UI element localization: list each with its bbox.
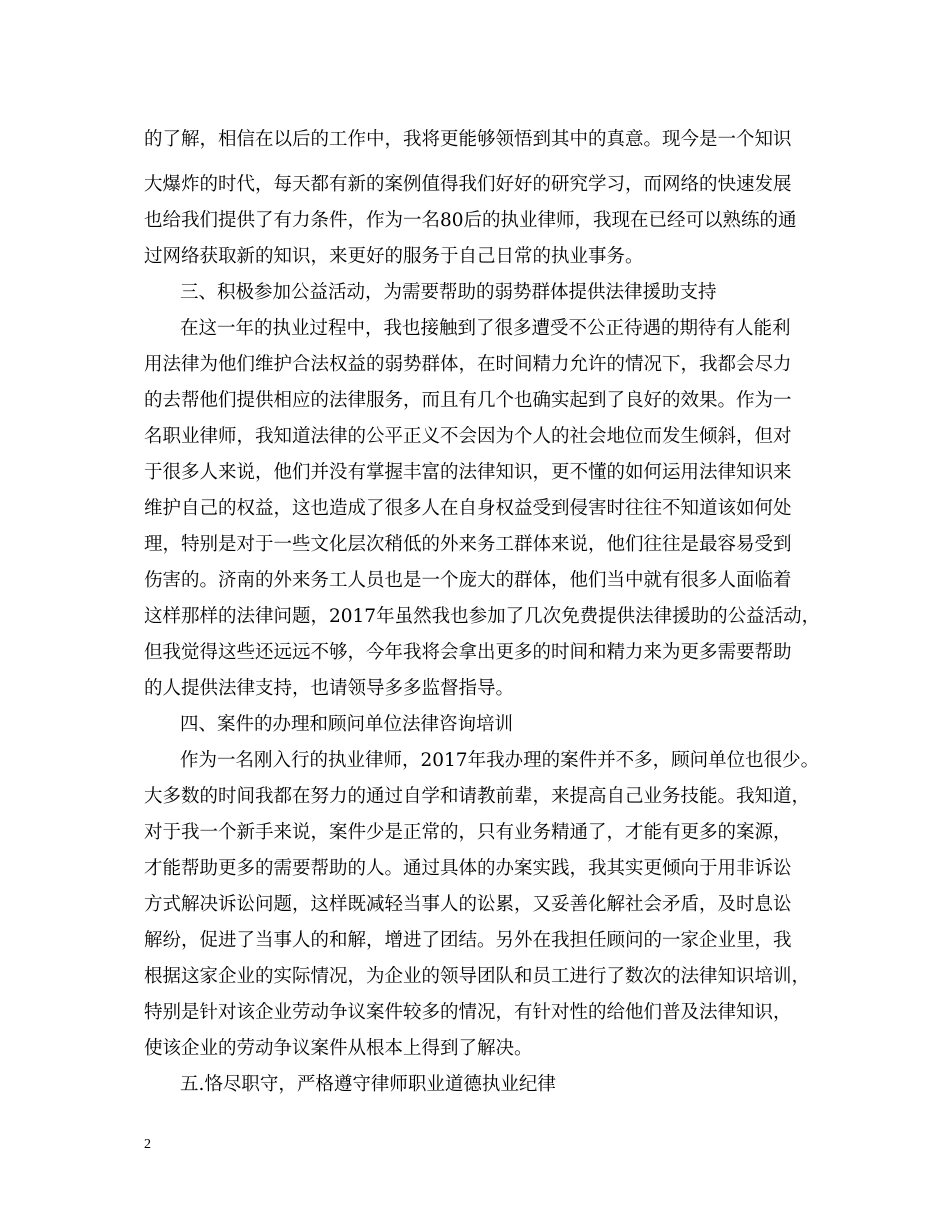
body-text-line: 解纷，促进了当事人的和解，增进了团结。另外在我担任顾问的一家企业里，我 (144, 930, 792, 951)
body-text-line: 特别是针对该企业劳动争议案件较多的情况，有针对性的给他们普及法律知识， (144, 1002, 792, 1023)
body-text-line: 但我觉得这些还远远不够，今年我将会拿出更多的时间和精力来为更多需要帮助 (144, 642, 792, 663)
body-text-line: 这样那样的法律问题，2017年虽然我也参加了几次免费提供法律援助的公益活动， (144, 606, 821, 627)
body-text-line: 大多数的时间我都在努力的通过自学和请教前辈，来提高自己业务技能。我知道， (144, 786, 811, 807)
body-text-line: 于很多人来说，他们并没有掌握丰富的法律知识，更不懂的如何运用法律知识来 (144, 462, 792, 483)
body-text-line: 的去帮他们提供相应的法律服务，而且有几个也确实起到了良好的效果。作为一 (144, 390, 792, 411)
body-text-line: 对于我一个新手来说，案件少是正常的，只有业务精通了，才能有更多的案源， (144, 822, 792, 843)
body-text-line: 理，特别是对于一些文化层次稍低的外来务工群体来说，他们往往是最容易受到 (144, 534, 792, 555)
body-text-line: 也给我们提供了有力条件，作为一名80后的执业律师，我现在已经可以熟练的通 (144, 210, 797, 231)
body-text-line: 过网络获取新的知识，来更好的服务于自己日常的执业事务。 (144, 246, 644, 267)
body-text-line: 作为一名刚入行的执业律师，2017年我办理的案件并不多，顾问单位也很少。 (180, 750, 820, 771)
body-text-line: 的人提供法律支持，也请领导多多监督指导。 (144, 678, 515, 699)
section-heading-5: 五.恪尽职守，严格遵守律师职业道德执业纪律 (180, 1074, 556, 1095)
section-heading-4: 四、案件的办理和顾问单位法律咨询培训 (180, 714, 514, 735)
body-text-line: 用法律为他们维护合法权益的弱势群体，在时间精力允许的情况下，我都会尽力 (144, 354, 792, 375)
body-text-line: 的了解，相信在以后的工作中，我将更能够领悟到其中的真意。现今是一个知识 (144, 129, 792, 150)
body-text-line: 大爆炸的时代，每天都有新的案例值得我们好好的研究学习，而网络的快速发展 (144, 174, 792, 195)
body-text-line: 伤害的。济南的外来务工人员也是一个庞大的群体，他们当中就有很多人面临着 (144, 570, 792, 591)
body-text-line: 才能帮助更多的需要帮助的人。通过具体的办案实践，我其实更倾向于用非诉讼 (144, 858, 792, 879)
body-text-line: 在这一年的执业过程中，我也接触到了很多遭受不公正待遇的期待有人能利 (180, 318, 791, 339)
body-text-line: 名职业律师，我知道法律的公平正义不会因为个人的社会地位而发生倾斜，但对 (144, 426, 792, 447)
body-text-line: 使该企业的劳动争议案件从根本上得到了解决。 (144, 1038, 533, 1059)
section-heading-3: 三、积极参加公益活动，为需要帮助的弱势群体提供法律援助支持 (180, 282, 717, 303)
body-text-line: 根据这家企业的实际情况，为企业的领导团队和员工进行了数次的法律知识培训， (144, 966, 811, 987)
body-text-line: 维护自己的权益，这也造成了很多人在自身权益受到侵害时往往不知道该如何处 (144, 498, 792, 519)
body-text-line: 方式解决诉讼问题，这样既减轻当事人的讼累，又妥善化解社会矛盾，及时息讼 (144, 894, 792, 915)
page-number: 2 (144, 1137, 151, 1152)
